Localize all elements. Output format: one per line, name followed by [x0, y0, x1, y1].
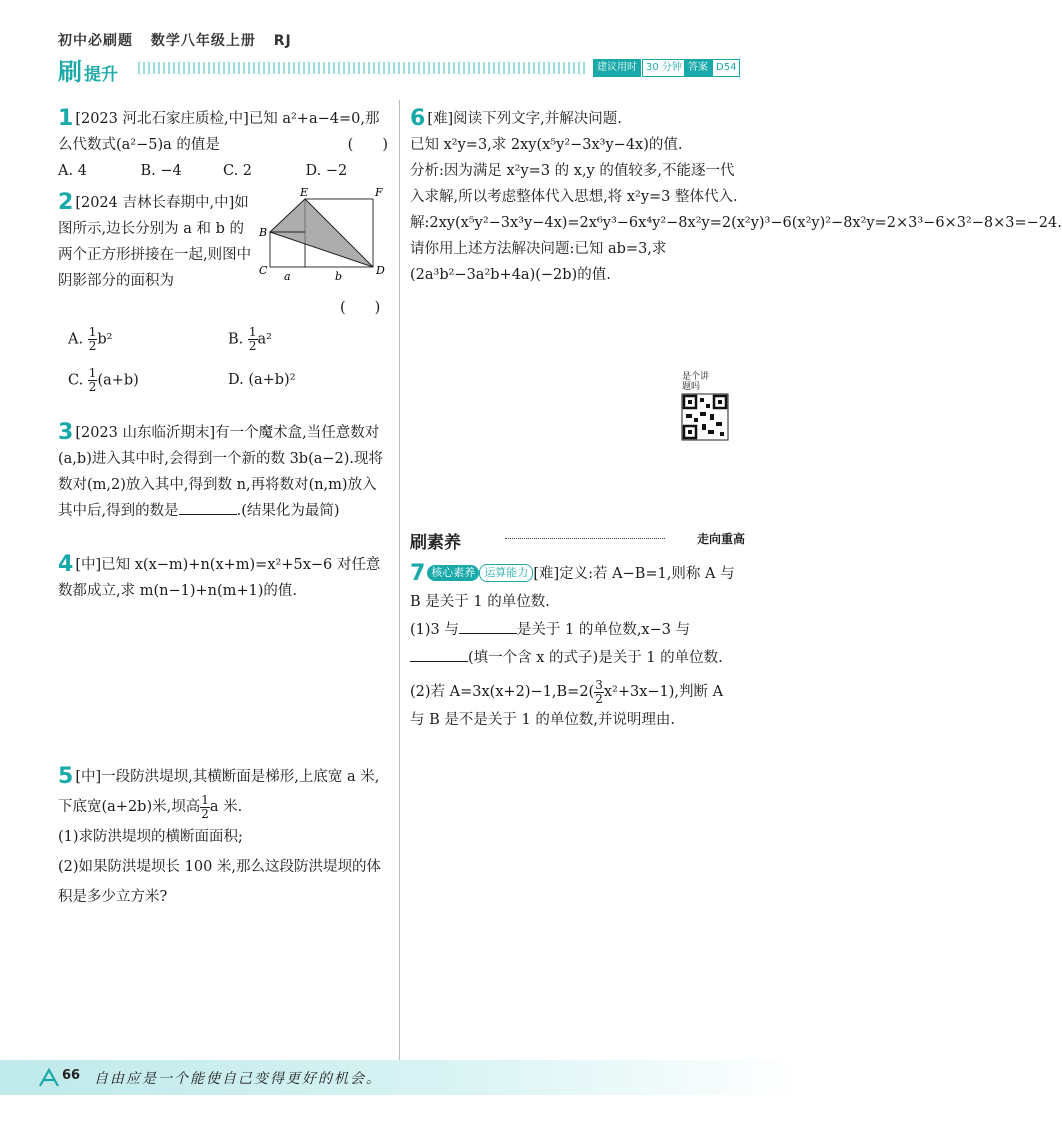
question-text: [中]一段防洪堤坝,其横断面是梯形,上底宽 a 米,下底宽(a+2b)米,坝高 [58, 769, 380, 815]
fraction: $\frac{3}{2}$ [595, 677, 603, 706]
question-4 [58, 552, 388, 604]
option-d: D. (a+b)² [228, 372, 296, 388]
answer-blank-1[interactable] [459, 633, 517, 634]
label-E: E [300, 186, 309, 199]
question-5 [58, 762, 388, 912]
brush-char: 刷 [58, 58, 82, 86]
question-1 [58, 106, 388, 184]
question-number: 1 [58, 106, 74, 131]
question-text-tail: a 米. [209, 799, 243, 815]
edition: RJ [273, 33, 292, 49]
given: 已知 x²y=3,求 2xy(x⁵y²−3x³y−4x)的值. [410, 137, 683, 153]
section-banner [58, 52, 738, 86]
section-right: 走向重高 [696, 532, 745, 546]
option-c: C. 2 [223, 163, 253, 179]
question-text: [2024 吉林长春期中,中]如图所示,边长分别为 a 和 b 的两个正方形拼接在一起,则图中阴影部分的面积为 [58, 195, 252, 289]
question-number: 3 [58, 420, 74, 445]
fraction: $\frac{1}{2}$ [201, 792, 209, 821]
question-3 [58, 420, 388, 524]
option-c: C. $\frac{1}{2}$ (a+b) [68, 366, 139, 394]
label-C: C [259, 264, 268, 277]
q2-options [68, 326, 388, 394]
logo-icon [38, 1068, 60, 1088]
sub-question-1: (1)求防洪堤坝的横断面面积; [58, 829, 243, 845]
question-text: [2023 河北石家庄质检,中]已知 a²+a−4=0,那么代数式(a²−5)a 的值是 [58, 111, 380, 153]
option-b: B. −4 [140, 163, 182, 179]
time-value: 30 分钟 [642, 59, 686, 77]
section-title: 刷素养 [410, 533, 461, 553]
qr-code-box [682, 372, 738, 444]
section-title [58, 52, 118, 87]
label-a: a [284, 270, 291, 283]
question-tail: .(结果化为最简) [236, 503, 340, 519]
dotted-rule [505, 538, 665, 539]
answer-label: 答案 [684, 59, 712, 77]
question-number: 6 [410, 106, 426, 131]
question-number: 7 [410, 561, 426, 586]
question-6 [410, 106, 1062, 288]
decorative-stripes [138, 62, 588, 74]
footer-motto: 自由应是一个能使自己变得更好的机会。 [94, 1071, 382, 1087]
option-d: D. −2 [305, 163, 348, 179]
book-title: 数学八年级上册 [150, 33, 256, 49]
question-title: [难]阅读下列文字,并解决问题. [427, 111, 622, 127]
option-a: A. $\frac{1}{2}$ b² [68, 325, 113, 353]
answer-paren: ( ) [340, 300, 381, 316]
answer-page: D54 [712, 59, 740, 77]
series-title: 初中必刷题 [58, 33, 133, 49]
question-number: 5 [58, 764, 74, 789]
option-b: B. $\frac{1}{2}$ a² [228, 325, 272, 353]
sub-question-2: (2)如果防洪堤坝长 100 米,那么这段防洪堤坝的体积是多少立方米? [58, 859, 382, 905]
qr-label: 是个讲题吗 [682, 372, 710, 392]
label-D: D [376, 264, 385, 277]
tag-skill: 运算能力 [479, 564, 533, 582]
qr-code[interactable] [682, 394, 728, 440]
question-text: [中]已知 x(x−m)+n(x+m)=x²+5x−6 对任意数都成立,求 m(n−1)+n(m+1)的值. [58, 557, 381, 599]
question-text: [2023 山东临沂期末]有一个魔术盒,当任意数对(a,b)进入其中时,会得到一个新的数 3b(a−2).现将数对(m,2)放入其中,得到数 n,再将数对(n,m)放入其中后,得到的数是 [58, 425, 384, 519]
squares-figure [255, 186, 395, 286]
answer-paren: ( ) [347, 137, 388, 153]
option-a: A. 4 [58, 163, 87, 179]
section-header [410, 528, 745, 553]
question-number: 2 [58, 190, 74, 215]
shaded-triangle [270, 199, 373, 267]
options [58, 158, 388, 184]
sub-question-1: (1)3 与 是关于 1 的单位数,x−3 与 (填一个含 x 的式子)是关于 1 的单位数. [410, 622, 723, 666]
question-text: [难]定义:若 A−B=1,则称 A 与 B 是关于 1 的单位数. [410, 566, 735, 610]
task: 请你用上述方法解决问题:已知 ab=3,求(2a³b²−3a²b+4a)(−2b)的值. [410, 241, 667, 283]
question-number: 4 [58, 552, 74, 577]
answer-blank[interactable] [179, 514, 237, 515]
question-2 [58, 190, 258, 294]
section-name: 提升 [84, 65, 118, 85]
label-B: B [259, 226, 268, 239]
answer-blank-2[interactable] [410, 661, 468, 662]
tag-core: 核心素养 [427, 565, 479, 581]
solution: 解:2xy(x⁵y²−3x³y−4x)=2x⁶y³−6x⁴y²−8x²y=2(x²y)³−6(x²y)²−8x²y=2×3³−6×3²−8×3=−24. [410, 215, 1062, 231]
running-header [58, 30, 304, 50]
page-number: 66 [62, 1068, 81, 1083]
label-F: F [375, 186, 383, 199]
analysis: 分析:因为满足 x²y=3 的 x,y 的值较多,不能逐一代入求解,所以考虑整体代入思想,将 x²y=3 整体代入. [410, 163, 738, 205]
question-7 [410, 560, 742, 734]
column-divider [399, 100, 400, 1060]
sub-question-2: (2)若 A=3x(x+2)−1,B=2( $\frac{3}{2}$ x²+3x−1),判断 A 与 B 是不是关于 1 的单位数,并说明理由. [410, 677, 724, 728]
time-label: 建议用时 [593, 59, 641, 77]
label-b: b [335, 270, 343, 283]
page-footer [0, 1060, 800, 1095]
